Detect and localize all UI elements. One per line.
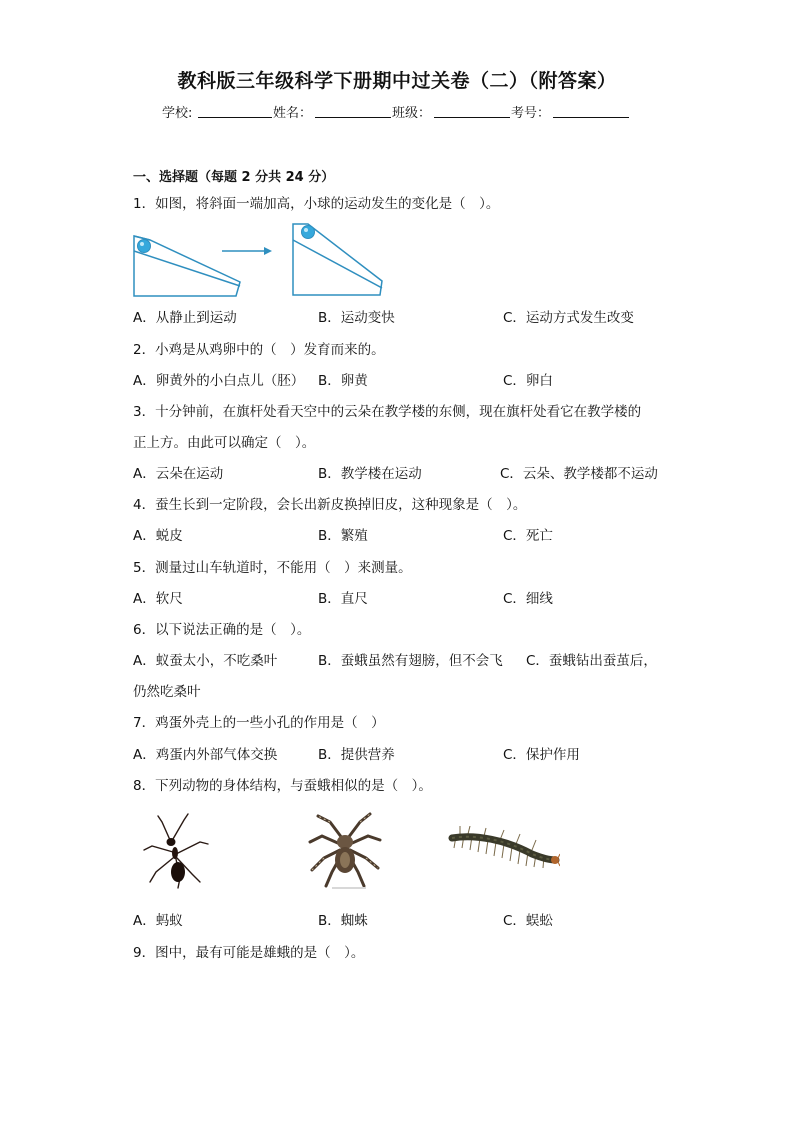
- class-label: 班级：: [392, 106, 432, 121]
- school-blank[interactable]: [198, 117, 272, 118]
- question-5-stem: 5．测量过山车轨道时，不能用（ ）来测量。: [133, 560, 412, 576]
- q6-option-c[interactable]: C．蚕蛾钻出蚕茧后，: [526, 653, 657, 669]
- q5-option-a[interactable]: A．软尺: [133, 591, 183, 607]
- q5-option-c[interactable]: C．细线: [503, 591, 553, 607]
- ramp-high-figure: [288, 218, 388, 300]
- q5-option-b[interactable]: B．直尺: [318, 591, 368, 607]
- ant-image: [140, 812, 212, 892]
- arrow-right-icon: [220, 244, 275, 258]
- question-2-stem: 2．小鸡是从鸡卵中的（ ）发育而来的。: [133, 342, 385, 358]
- question-6-stem: 6．以下说法正确的是（ ）。: [133, 622, 311, 638]
- q6-option-c-continued: 仍然吃桑叶: [133, 684, 201, 700]
- question-3-stem-line2: 正上方。由此可以确定（ ）。: [133, 435, 316, 451]
- spider-image: [304, 808, 386, 892]
- q6-option-a[interactable]: A．蚁蚕太小，不吃桑叶: [133, 653, 278, 669]
- q3-option-a[interactable]: A．云朵在运动: [133, 466, 224, 482]
- q2-option-b[interactable]: B．卵黄: [318, 373, 368, 389]
- q7-option-c[interactable]: C．保护作用: [503, 747, 580, 763]
- name-blank[interactable]: [315, 117, 391, 118]
- class-blank[interactable]: [434, 117, 510, 118]
- centipede-image: [446, 826, 560, 872]
- school-label: 学校:: [162, 106, 193, 121]
- q8-option-c[interactable]: C．蜈蚣: [503, 913, 553, 929]
- ramp-low-figure: [128, 226, 278, 301]
- q3-option-b[interactable]: B．教学楼在运动: [318, 466, 422, 482]
- q2-option-a[interactable]: A．卵黄外的小白点儿（胚）: [133, 373, 305, 389]
- question-4-stem: 4．蚕生长到一定阶段，会长出新皮换掉旧皮，这种现象是（ ）。: [133, 497, 527, 513]
- question-1-stem: 1．如图，将斜面一端加高，小球的运动发生的变化是（ ）。: [133, 196, 500, 212]
- q4-option-a[interactable]: A．蜕皮: [133, 528, 183, 544]
- q7-option-a[interactable]: A．鸡蛋内外部气体交换: [133, 747, 278, 763]
- q1-option-a[interactable]: A．从静止到运动: [133, 310, 237, 326]
- q7-option-b[interactable]: B．提供营养: [318, 747, 395, 763]
- q3-option-c[interactable]: C．云朵、教学楼都不运动: [500, 466, 658, 482]
- q2-option-c[interactable]: C．卵白: [503, 373, 553, 389]
- name-label: 姓名：: [273, 106, 313, 121]
- q8-option-a[interactable]: A．蚂蚁: [133, 913, 183, 929]
- question-3-stem-line1: 3．十分钟前，在旗杆处看天空中的云朵在教学楼的东侧，现在旗杆处看它在教学楼的: [133, 404, 642, 420]
- q1-option-b[interactable]: B．运动变快: [318, 310, 395, 326]
- question-9-stem: 9．图中，最有可能是雄蛾的是（ ）。: [133, 945, 365, 961]
- number-blank[interactable]: [553, 117, 629, 118]
- number-label: 考号：: [511, 106, 551, 121]
- q4-option-c[interactable]: C．死亡: [503, 528, 553, 544]
- section-heading: 一、选择题（每题 2 分共 24 分）: [133, 170, 335, 185]
- question-7-stem: 7．鸡蛋外壳上的一些小孔的作用是（ ）: [133, 715, 385, 731]
- q8-option-b[interactable]: B．蜘蛛: [318, 913, 368, 929]
- page-title: 教科版三年级科学下册期中过关卷（二）（附答案）: [177, 70, 617, 92]
- q1-option-c[interactable]: C．运动方式发生改变: [503, 310, 634, 326]
- q4-option-b[interactable]: B．繁殖: [318, 528, 368, 544]
- q6-option-b[interactable]: B．蚕蛾虽然有翅膀，但不会飞: [318, 653, 503, 669]
- question-8-stem: 8．下列动物的身体结构，与蚕蛾相似的是（ ）。: [133, 778, 432, 794]
